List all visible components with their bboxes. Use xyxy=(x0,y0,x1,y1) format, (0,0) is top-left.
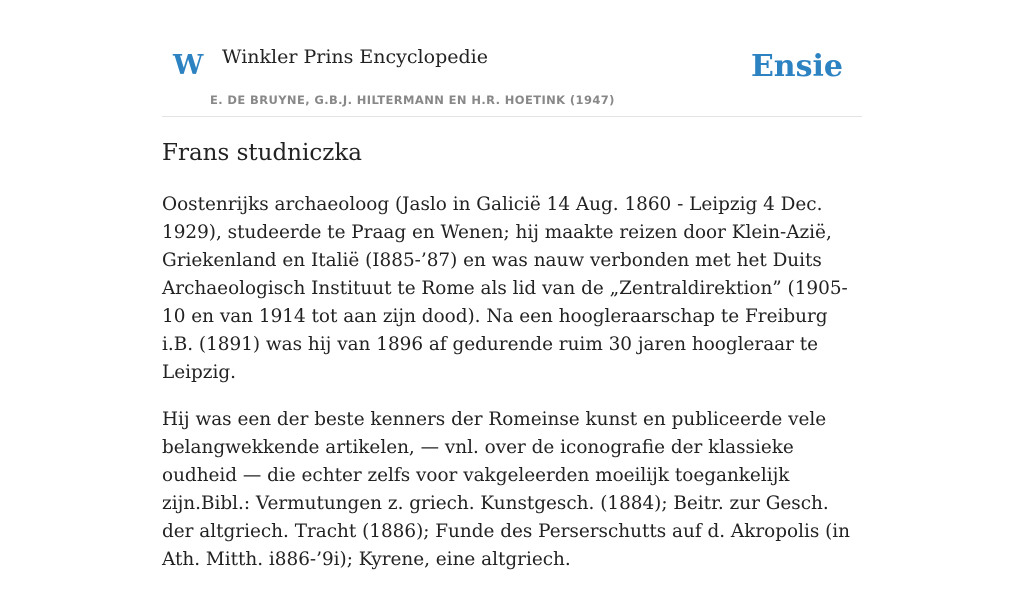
site-title[interactable]: Winkler Prins Encyclopedie xyxy=(222,46,488,68)
site-header xyxy=(162,0,862,117)
logo-icon[interactable]: W xyxy=(173,50,204,81)
brand-logo[interactable]: Ensie xyxy=(750,49,843,84)
authors-line: E. DE BRUYNE, G.B.J. HILTERMANN EN H.R. HOETINK (1947) xyxy=(210,93,615,107)
article-body xyxy=(162,191,862,593)
article-paragraph: Hij was een der beste kenners der Romeinse kunst en publiceerde vele belangwekkende artikelen, — vnl. over de iconografie der klassieke oudheid — die echter zelfs voor vakgeleerden moeilijk toegankelijk zijn.Bibl.: Vermutungen z. griech. Kunstgesch. (1884); Beitr. zur Gesch. der altgriech. Tracht (1886); Funde des Perserschutts auf d. Akropolis (in Ath. Mitth. i886-’9i); Kyrene, eine altgriech. xyxy=(162,409,851,570)
page xyxy=(162,0,862,570)
article-paragraph: Oostenrijks archaeoloog (Jaslo in Galicië 14 Aug. 1860 - Leipzig 4 Dec. 1929), studeerde te Praag en Wenen; hij maakte reizen door Klein-Azië, Griekenland en Italië (I885-’87) en was nauw verbonden met het Duits Archaeologisch Instituut te Rome als lid van de „Zentraldirektion” (1905-10 en van 1914 tot aan zijn dood). Na een hoogleraarschap te Freiburg i.B. (1891) was hij van 1896 af gedurende ruim 30 jaren hoogleraar te Leipzig. xyxy=(162,194,848,383)
article-title: Frans studniczka xyxy=(162,140,362,166)
